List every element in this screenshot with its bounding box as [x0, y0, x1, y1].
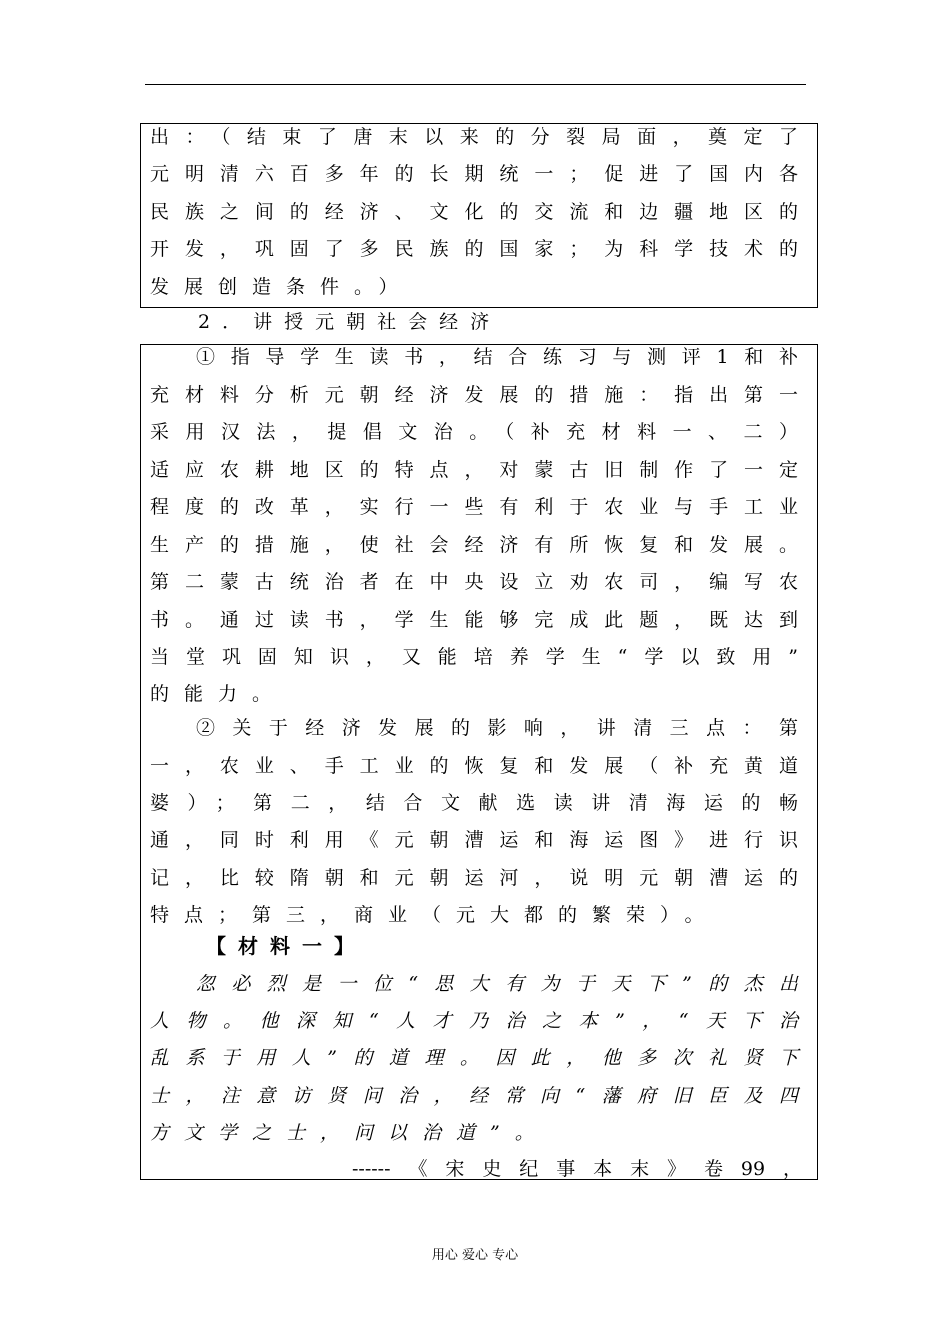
page-footer: 用心 爱心 专心	[431, 1248, 519, 1263]
text-line: ①指导学生读书，结合练习与测评1和补	[196, 346, 798, 368]
quote-line: 忽必烈是一位“思大有为于天下”的杰出	[196, 973, 798, 995]
text-line: 采用汉法，提倡文治。（补充材料一、二）	[150, 421, 798, 443]
text-line: 生产的措施，使社会经济有所恢复和发展。	[150, 534, 798, 556]
text-line: 第二蒙古统治者在中央设立劝农司，编写农	[150, 571, 798, 593]
material-source: ------《宋史纪事本末》卷99，	[352, 1158, 802, 1180]
text-line: 充材料分析元朝经济发展的措施：指出第一	[150, 384, 798, 406]
material-title: 【材料一】	[206, 934, 366, 958]
header-rule	[145, 84, 806, 85]
text-line: 通，同时利用《元朝漕运和海运图》进行识	[150, 829, 798, 851]
text-line: 程度的改革，实行一些有利于农业与手工业	[150, 496, 798, 518]
text-line: 一，农业、手工业的恢复和发展（补充黄道	[150, 755, 798, 777]
quote-line: 士，注意访贤问治，经常向“藩府旧臣及四	[150, 1085, 798, 1107]
quote-line: 方文学之士，问以治道”。	[150, 1122, 549, 1144]
text-line: 当堂巩固知识，又能培养学生“学以致用”	[150, 646, 798, 668]
text-line: ②关于经济发展的影响，讲清三点：第	[196, 717, 798, 739]
text-line: 的能力。	[150, 683, 287, 705]
text-line: 民族之间的经济、文化的交流和边疆地区的	[150, 201, 798, 223]
text-line: 元明清六百多年的长期统一；促进了国内各	[150, 163, 798, 185]
text-line: 书。通过读书，学生能够完成此题，既达到	[150, 609, 798, 631]
quote-line: 乱系于用人”的道理。因此，他多次礼贤下	[150, 1047, 798, 1069]
text-line: 记，比较隋朝和元朝运河，说明元朝漕运的	[150, 867, 798, 889]
text-line: 适应农耕地区的特点，对蒙古旧制作了一定	[150, 459, 798, 481]
text-line: 发展创造条件。）	[150, 276, 413, 298]
text-line: 特点；第三，商业（元大都的繁荣）。	[150, 904, 719, 926]
text-line: 婆）；第二，结合文献选读讲清海运的畅	[150, 792, 798, 814]
text-line: 开发，巩固了多民族的国家；为科学技术的	[150, 238, 798, 260]
quote-line: 人物。他深知“人才乃治之本”，“天下治	[150, 1010, 798, 1032]
section-title: 2．讲授元朝社会经济	[198, 311, 502, 333]
text-line: 出：（结束了唐末以来的分裂局面，奠定了	[150, 126, 798, 148]
